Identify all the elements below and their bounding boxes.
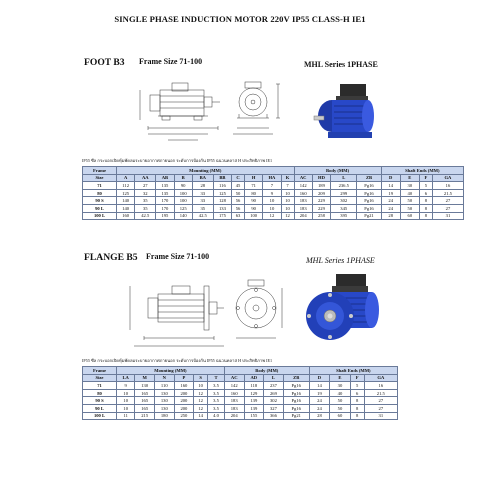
- table-row: [83, 382, 398, 390]
- column-header: D: [381, 174, 400, 182]
- table-cell: 33: [192, 189, 213, 197]
- table-cell: 14: [194, 412, 208, 420]
- table-cell: 10: [263, 204, 281, 212]
- table-cell: 100: [174, 197, 192, 205]
- table-cell: 160: [294, 189, 312, 197]
- table-cell: 6: [419, 189, 432, 197]
- table-cell: 100: [245, 212, 263, 220]
- frame-size-cell: 90 L: [83, 204, 117, 212]
- table-cell: 204: [224, 412, 244, 420]
- table-cell: 12: [194, 389, 208, 397]
- column-header: H: [245, 174, 263, 182]
- table-cell: 195: [156, 212, 174, 220]
- size-header: Size: [83, 374, 117, 382]
- table-cell: 125: [213, 189, 231, 197]
- table-cell: 3.5: [208, 404, 225, 412]
- frame-header: Frame: [83, 167, 117, 175]
- table-cell: Pg16: [283, 404, 309, 412]
- table-row: [83, 182, 464, 190]
- table-cell: 24: [381, 197, 400, 205]
- table-cell: 180: [154, 412, 174, 420]
- table-cell: 183: [224, 404, 244, 412]
- table-cell: 9: [117, 382, 135, 390]
- table-cell: 11: [117, 412, 135, 420]
- table-cell: 8: [350, 404, 364, 412]
- table-cell: 40: [330, 389, 351, 397]
- table-cell: Pg16: [283, 397, 309, 405]
- table-cell: 118: [244, 382, 264, 390]
- flange-b5-dimension-drawing: [124, 268, 290, 354]
- table-cell: 189: [312, 182, 330, 190]
- table-cell: 31: [364, 412, 397, 420]
- table-cell: 63: [232, 212, 245, 220]
- table-cell: 27: [432, 204, 463, 212]
- table-cell: 8: [350, 412, 364, 420]
- table-cell: 60: [400, 212, 419, 220]
- column-header: C: [232, 174, 245, 182]
- table-cell: 366: [264, 412, 284, 420]
- table-cell: 302: [331, 197, 357, 205]
- frame-size-cell: 100 L: [83, 212, 117, 220]
- table-cell: 327: [264, 404, 284, 412]
- table-cell: 183: [224, 397, 244, 405]
- table-cell: 125: [117, 189, 135, 197]
- table-cell: 28: [309, 412, 330, 420]
- table-cell: 12: [194, 397, 208, 405]
- table-cell: Pg16: [357, 204, 381, 212]
- table-cell: 35: [135, 197, 156, 205]
- frame-size-label: Frame Size 71-100: [146, 252, 210, 261]
- table-cell: 8: [419, 197, 432, 205]
- frame-size-cell: 71: [83, 382, 117, 390]
- table-cell: 130: [154, 404, 174, 412]
- series-label: MHL Series 1PHASE: [306, 256, 375, 265]
- table-cell: 6: [350, 389, 364, 397]
- table-cell: 19: [309, 389, 330, 397]
- foot-b3-dimension-drawing: [138, 70, 288, 152]
- table-cell: 40: [400, 189, 419, 197]
- frame-size-cell: 90 S: [83, 397, 117, 405]
- table-cell: Pg16: [357, 189, 381, 197]
- table-cell: 3.5: [208, 382, 225, 390]
- column-header: P: [174, 374, 194, 382]
- body-group-header: Body (MM): [224, 367, 309, 375]
- table-cell: 139: [244, 397, 264, 405]
- column-header: HD: [312, 174, 330, 182]
- table-cell: 30: [330, 382, 351, 390]
- table-cell: 215: [135, 412, 155, 420]
- table-cell: 170: [156, 197, 174, 205]
- table-cell: 160: [174, 382, 194, 390]
- column-header: AC: [294, 174, 312, 182]
- table-cell: 209: [312, 189, 330, 197]
- table-cell: 33: [192, 197, 213, 205]
- table-cell: 27: [364, 397, 397, 405]
- table-cell: 200: [174, 397, 194, 405]
- column-header: LA: [117, 374, 135, 382]
- table-cell: 42.5: [135, 212, 156, 220]
- column-header: T: [208, 374, 225, 382]
- table-cell: 10: [117, 404, 135, 412]
- table-cell: 130: [154, 397, 174, 405]
- table-cell: 299: [331, 189, 357, 197]
- table-cell: 100: [174, 189, 192, 197]
- column-header: B: [174, 174, 192, 182]
- table-cell: Pg21: [283, 412, 309, 420]
- table-cell: 135: [156, 182, 174, 190]
- table-cell: 5: [350, 382, 364, 390]
- table-cell: 10: [194, 382, 208, 390]
- table-cell: Pg16: [357, 182, 381, 190]
- table-cell: 183: [294, 197, 312, 205]
- table-row: [83, 212, 464, 220]
- column-header: AD: [244, 374, 264, 382]
- table-cell: 19: [381, 189, 400, 197]
- table-cell: 165: [135, 404, 155, 412]
- table-cell: Pg16: [357, 197, 381, 205]
- shaft-group-header: Shaft Ends (MM): [381, 167, 463, 175]
- frame-size-cell: 71: [83, 182, 117, 190]
- table-cell: 50: [330, 397, 351, 405]
- table-cell: 9: [263, 189, 281, 197]
- section-note: IP55 ซีล กระบอกเปิดหุ้มพัดลมระบายอากาศภายนอก ระดับการป้องกัน IP55 ฉนวนคลาส H ประสิทธิภาพ IE1: [82, 158, 273, 163]
- table-cell: 269: [264, 389, 284, 397]
- page-title: SINGLE PHASE INDUCTION MOTOR 220V IP55 CLASS-H IE1: [114, 14, 366, 24]
- table-cell: 250: [174, 412, 194, 420]
- section-note: IP55 ซีล กระบอกเปิดหุ้มพัดลมระบายอากาศภายนอก ระดับการป้องกัน IP55 ฉนวนคลาส H ประสิทธิภาพ IE1: [82, 358, 273, 363]
- table-cell: 24: [309, 404, 330, 412]
- table-cell: 28: [381, 212, 400, 220]
- column-header: E: [400, 174, 419, 182]
- table-cell: 42.5: [192, 212, 213, 220]
- column-header: L: [264, 374, 284, 382]
- table-cell: 90: [245, 197, 263, 205]
- table-cell: 12: [281, 212, 294, 220]
- column-header: K: [281, 174, 294, 182]
- body-group-header: Body (MM): [294, 167, 381, 175]
- table-cell: 50: [330, 404, 351, 412]
- table-cell: 10: [281, 204, 294, 212]
- table-cell: 160: [224, 389, 244, 397]
- column-header: GA: [364, 374, 397, 382]
- table-cell: 28: [192, 182, 213, 190]
- table-cell: 229: [312, 197, 330, 205]
- column-header: S: [194, 374, 208, 382]
- column-header: D: [309, 374, 330, 382]
- table-cell: 135: [156, 189, 174, 197]
- foot-b3-spec-table: [82, 166, 464, 220]
- series-label: MHL Series 1PHASE: [304, 60, 378, 69]
- table-cell: 8: [419, 204, 432, 212]
- table-cell: 90: [245, 204, 263, 212]
- table-row: [83, 389, 398, 397]
- table-cell: 10: [117, 389, 135, 397]
- table-row: [83, 404, 398, 412]
- table-cell: 21.5: [364, 389, 397, 397]
- table-cell: 7: [263, 182, 281, 190]
- frame-size-cell: 90 L: [83, 404, 117, 412]
- table-cell: 80: [245, 189, 263, 197]
- table-cell: 60: [330, 412, 351, 420]
- table-cell: 31: [432, 212, 463, 220]
- table-cell: 258: [312, 212, 330, 220]
- table-cell: 200: [174, 389, 194, 397]
- column-header: BA: [192, 174, 213, 182]
- mounting-group-header: Mounting (MM): [117, 167, 295, 175]
- frame-size-cell: 80: [83, 389, 117, 397]
- table-cell: 10: [281, 189, 294, 197]
- frame-size-cell: 80: [83, 189, 117, 197]
- table-cell: 45: [232, 182, 245, 190]
- table-cell: 110: [154, 382, 174, 390]
- table-cell: 4.0: [208, 412, 225, 420]
- table-cell: 8: [419, 212, 432, 220]
- column-header: M: [135, 374, 155, 382]
- table-cell: 160: [117, 212, 135, 220]
- table-cell: 8: [350, 397, 364, 405]
- frame-header: Frame: [83, 367, 117, 375]
- table-cell: 170: [156, 204, 174, 212]
- table-cell: 14: [309, 382, 330, 390]
- table-cell: 24: [309, 397, 330, 405]
- table-cell: 125: [174, 204, 192, 212]
- size-header: Size: [83, 174, 117, 182]
- column-header: AB: [156, 174, 174, 182]
- table-cell: 140: [174, 212, 192, 220]
- table-cell: Pg16: [283, 389, 309, 397]
- table-cell: 112: [117, 182, 135, 190]
- table-cell: 5: [419, 182, 432, 190]
- column-header: AA: [135, 174, 156, 182]
- flange-b5-motor-image: [300, 270, 390, 354]
- column-header: HA: [263, 174, 281, 182]
- table-cell: 229: [312, 204, 330, 212]
- table-cell: 175: [213, 212, 231, 220]
- column-header: L: [331, 174, 357, 182]
- column-header: ZB: [357, 174, 381, 182]
- column-header: E: [330, 374, 351, 382]
- table-cell: 27: [135, 182, 156, 190]
- table-row: [83, 397, 398, 405]
- table-cell: 7: [281, 182, 294, 190]
- table-cell: 16: [364, 382, 397, 390]
- table-cell: 21.5: [432, 189, 463, 197]
- flange-b5-table-body: [83, 382, 398, 420]
- table-cell: 50: [232, 189, 245, 197]
- table-cell: 395: [331, 212, 357, 220]
- table-cell: 130: [154, 389, 174, 397]
- foot-b3-table-body: [83, 182, 464, 220]
- table-cell: 345: [331, 204, 357, 212]
- table-cell: 56: [232, 197, 245, 205]
- table-cell: 140: [117, 204, 135, 212]
- table-cell: 200: [174, 404, 194, 412]
- table-cell: 12: [194, 404, 208, 412]
- table-cell: 237: [264, 382, 284, 390]
- table-row: [83, 197, 464, 205]
- table-cell: 27: [364, 404, 397, 412]
- table-cell: 50: [400, 197, 419, 205]
- table-cell: 302: [264, 397, 284, 405]
- table-cell: 155: [244, 412, 264, 420]
- table-cell: 35: [192, 204, 213, 212]
- table-cell: 183: [294, 204, 312, 212]
- table-cell: 236.5: [331, 182, 357, 190]
- table-cell: 10: [263, 197, 281, 205]
- table-cell: 133: [213, 204, 231, 212]
- table-cell: 27: [432, 197, 463, 205]
- column-header: N: [154, 374, 174, 382]
- table-cell: 130: [135, 382, 155, 390]
- table-cell: 30: [400, 182, 419, 190]
- column-header: BB: [213, 174, 231, 182]
- table-cell: 204: [294, 212, 312, 220]
- table-cell: 24: [381, 204, 400, 212]
- table-cell: 50: [400, 204, 419, 212]
- table-cell: 142: [224, 382, 244, 390]
- table-cell: 3.5: [208, 389, 225, 397]
- table-cell: 32: [135, 189, 156, 197]
- table-cell: 3.5: [208, 397, 225, 405]
- table-cell: 165: [135, 397, 155, 405]
- table-cell: 10: [281, 197, 294, 205]
- column-header: A: [117, 174, 135, 182]
- table-cell: 90: [174, 182, 192, 190]
- table-cell: 116: [213, 182, 231, 190]
- table-cell: 14: [381, 182, 400, 190]
- table-cell: 56: [232, 204, 245, 212]
- table-cell: 128: [213, 197, 231, 205]
- table-cell: Pg16: [283, 382, 309, 390]
- frame-size-label: Frame Size 71-100: [139, 57, 203, 66]
- frame-size-cell: 100 L: [83, 412, 117, 420]
- column-header: F: [419, 174, 432, 182]
- flange-b5-spec-table: [82, 366, 398, 420]
- column-header: F: [350, 374, 364, 382]
- foot-b3-motor-image: [306, 80, 386, 154]
- table-cell: 140: [117, 197, 135, 205]
- table-row: [83, 412, 398, 420]
- column-header: AC: [224, 374, 244, 382]
- column-header: ZB: [283, 374, 309, 382]
- table-row: [83, 204, 464, 212]
- table-cell: 12: [263, 212, 281, 220]
- table-cell: 71: [245, 182, 263, 190]
- table-row: [83, 189, 464, 197]
- table-cell: 139: [244, 404, 264, 412]
- table-cell: 142: [294, 182, 312, 190]
- table-cell: 165: [135, 389, 155, 397]
- table-cell: 16: [432, 182, 463, 190]
- section-title-flange-b5: FLANGE B5: [84, 252, 138, 263]
- table-cell: Pg21: [357, 212, 381, 220]
- table-cell: 129: [244, 389, 264, 397]
- mounting-group-header: Mounting (MM): [117, 367, 225, 375]
- shaft-group-header: Shaft Ends (MM): [309, 367, 397, 375]
- section-title-foot-b3: FOOT B3: [84, 57, 125, 68]
- table-cell: 10: [117, 397, 135, 405]
- table-cell: 35: [135, 204, 156, 212]
- column-header: GA: [432, 174, 463, 182]
- frame-size-cell: 90 S: [83, 197, 117, 205]
